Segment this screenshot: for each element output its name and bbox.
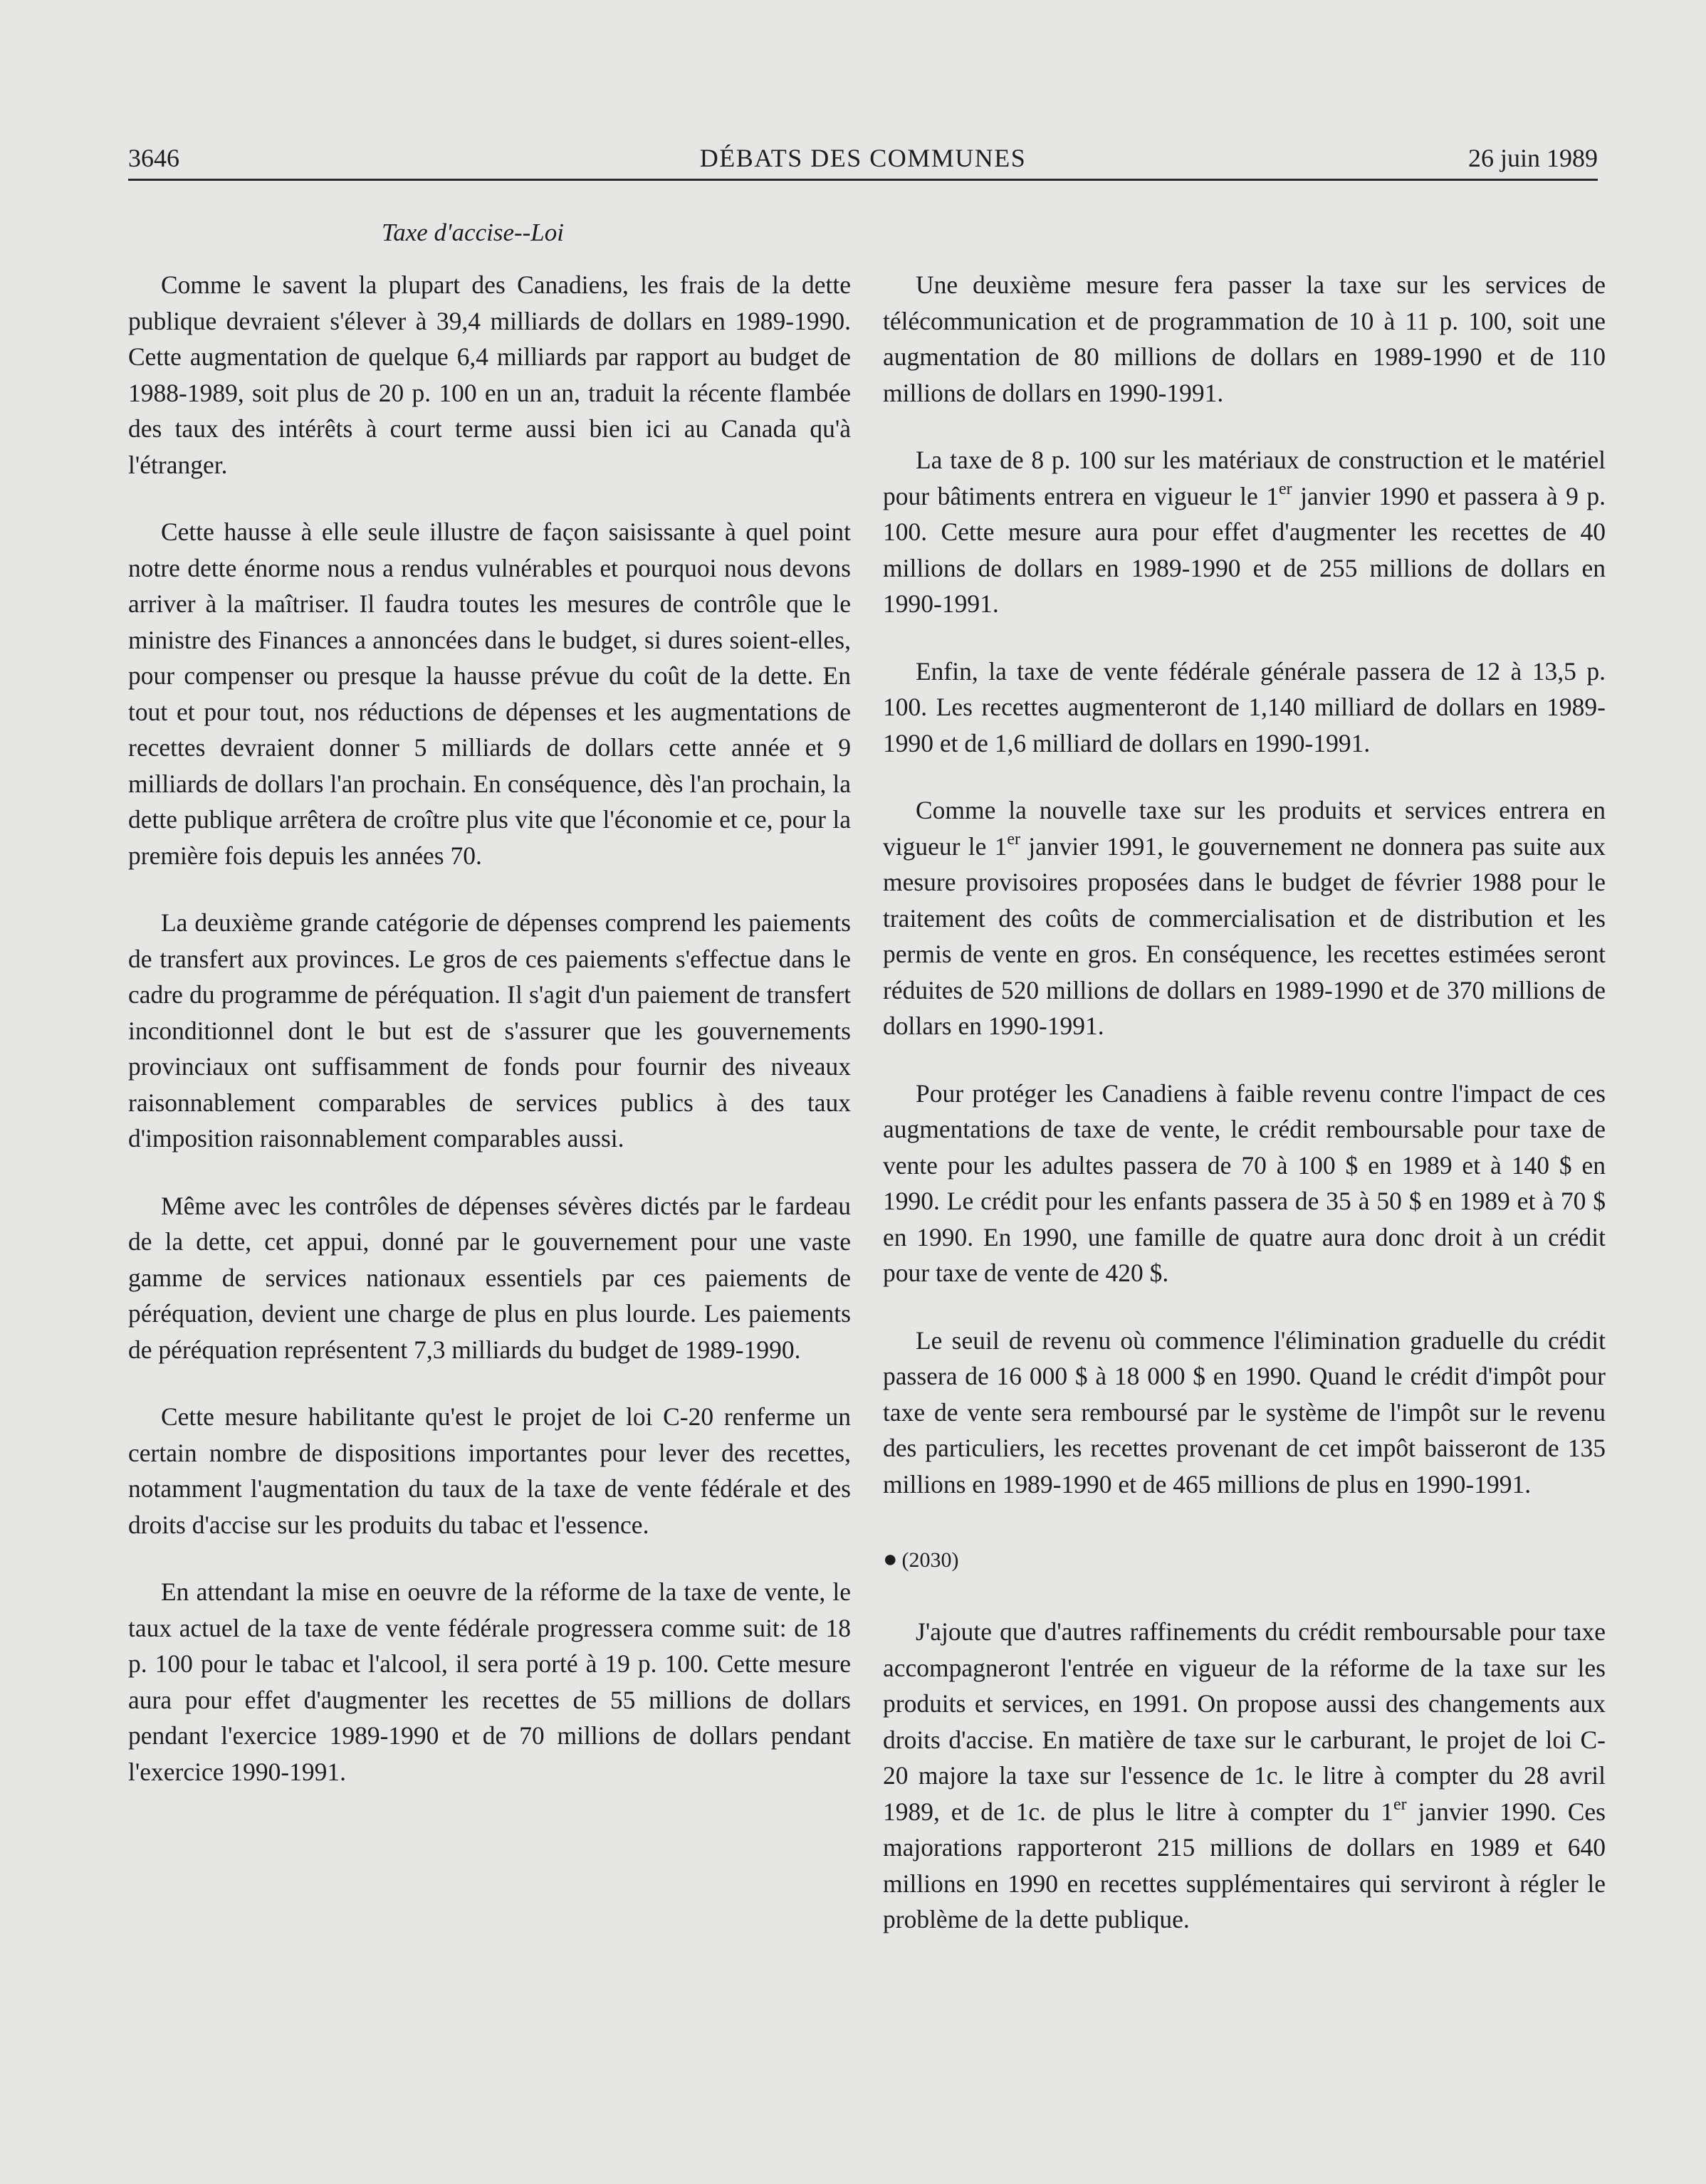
paragraph: Une deuxième mesure fera passer la taxe sur les services de télécommunication et de programmation de 10 à 11 p. 100, soit une augmentation de 80 millions de dollars en 1989-1990 et de 110 millions de dollars en 1990-1991. <box>883 271 1606 407</box>
paragraph-text: La taxe de 8 p. 100 sur les matériaux de construction et le matériel pour bâtiments entrera en vigueur le 1 <box>883 446 1606 510</box>
paragraph: Le seuil de revenu où commence l'élimination graduelle du crédit passera de 16 000 $ à 18 000 $ en 1990. Quand le crédit d'impôt pour taxe de vente sera remboursé par le système de l'impôt sur le revenu des particuliers, les recettes provenant de cet impôt baisseront de 135 millions en 1989-1990 et de 465 millions de plus en 1990-1991. <box>883 1325 1606 1498</box>
time-marker <box>883 1542 1606 1578</box>
paragraph <box>883 792 1606 1044</box>
superscript: er <box>1393 1795 1407 1814</box>
paragraph <box>883 1614 1606 1938</box>
paragraph <box>883 442 1606 622</box>
paragraph-text: janvier 1990. Ces majorations rapporteront 215 millions de dollars en 1989 et 640 millions en 1990 en recettes supplémentaires qui serviront à régler le problème de la dette publique. <box>883 1797 1606 1933</box>
paragraph: Comme le savent la plupart des Canadiens, les frais de la dette publique devraient s'élever à 39,4 milliards de dollars en 1989-1990. Cette augmentation de quelque 6,4 milliards par rapport au budget de 1988-1989, soit plus de 20 p. 100 en un an, traduit la récente flambée des taux des intérêts à court terme aussi bien ici au Canada qu'à l'étranger. <box>128 271 851 479</box>
paragraph: Cette hausse à elle seule illustre de façon saisissante à quel point notre dette énorme nous a rendus vulnérables et pourquoi nous devons arriver à la maîtriser. Il faudra toutes les mesures de contrôle que le ministre des Finances a annoncées dans le budget, si dures soient-elles, pour compenser ou presque la hausse prévue du coût de la dette. En tout et pour tout, nos réductions de dépenses et les augmentations de recettes devraient donner 5 milliards de dollars cette année et 9 milliards de dollars l'an prochain. En conséquence, dès l'an prochain, la dette publique arrêtera de croître plus vite que l'économie et ce, pour la première fois depuis les années 70. <box>128 518 851 870</box>
paragraph: Même avec les contrôles de dépenses sévères dictés par le fardeau de la dette, cet appui, donné par le gouvernement pour une vaste gamme de services nationaux essentiels par ces paiements de péréquation, devient une charge de plus en plus lourde. Les paiements de péréquation représentent 7,3 milliards du budget de 1989-1990. <box>128 1191 851 1364</box>
right-column <box>883 267 1606 1969</box>
paragraph: Pour protéger les Canadiens à faible revenu contre l'impact de ces augmentations de taxe de vente, le crédit remboursable pour taxe de vente pour les adultes passera de 70 à 100 $ en 1989 et à 140 $ en 1990. Le crédit pour les enfants passera de 35 à 50 $ en 1989 et à 70 $ en 1990. En 1990, une famille de quatre aura donc droit à un crédit pour taxe de vente de 420 $. <box>883 1078 1606 1287</box>
paragraph: La deuxième grande catégorie de dépenses comprend les paiements de transfert aux provinces. Le gros de ces paiements s'effectue dans le cadre du programme de péréquation. Il s'agit d'un paiement de transfert inconditionnel dont le but est de s'assurer que les gouvernements provinciaux ont suffisamment de fonds pour fournir des niveaux raisonnablement comparables de services publics à des taux d'imposition raisonnablement comparables aussi. <box>128 908 851 1153</box>
header-rule <box>128 179 1598 181</box>
paragraph: Cette mesure habilitante qu'est le projet de loi C-20 renferme un certain nombre de dispositions importantes pour lever des recettes, notamment l'augmentation du taux de la taxe de vente fédérale et des droits d'accise sur les produits du tabac et l'essence. <box>128 1402 851 1539</box>
paragraph: En attendant la mise en oeuvre de la réforme de la taxe de vente, le taux actuel de la taxe de vente fédérale progressera comme suit: de 18 p. 100 pour le tabac et l'alcool, il sera porté à 19 p. 100. Cette mesure aura pour effet d'augmenter les recettes de 55 millions de dollars pendant l'exercice 1989-1990 et de 70 millions de dollars pendant l'exercice 1990-1991. <box>128 1577 851 1786</box>
section-heading: Taxe d'accise--Loi <box>381 219 564 246</box>
paragraph-text: janvier 1991, le gouvernement ne donnera pas suite aux mesure provisoires proposées dans le budget de février 1988 pour le traitement des coûts de commercialisation et de distribution et les permis de vente en gros. En conséquence, les recettes estimées seront réduites de 520 millions de dollars en 1989-1990 et de 370 millions de dollars en 1990-1991. <box>883 831 1606 1040</box>
superscript: er <box>1007 829 1021 849</box>
paragraph-text: J'ajoute que d'autres raffinements du crédit remboursable pour taxe accompagneront l'entrée en vigueur de la réforme de la taxe sur les produits et services, en 1991. On propose aussi des changements aux droits d'accise. En matière de taxe sur le carburant, le projet de loi C-20 majore la taxe sur l'essence de 1c. le litre à compter du 28 avril 1989, et de 1c. de plus le litre à compter du 1 <box>883 1617 1606 1826</box>
paragraph: Enfin, la taxe de vente fédérale générale passera de 12 à 13,5 p. 100. Les recettes augmenteront de 1,140 milliard de dollars en 1989-1990 et de 1,6 milliard de dollars en 1990-1991. <box>883 656 1606 757</box>
paragraph-text: janvier 1990 et passera à 9 p. 100. Cette mesure aura pour effet d'augmenter les recettes de 40 millions de dollars en 1989-1990 et de 255 millions de dollars en 1990-1991. <box>883 481 1606 618</box>
page-number: 3646 <box>128 144 179 172</box>
bullet-icon: ● <box>883 1546 898 1573</box>
publication-title: DÉBATS DES COMMUNES <box>699 144 1027 172</box>
paragraph-text: Comme la nouvelle taxe sur les produits et services entrera en vigueur le 1 <box>883 796 1606 861</box>
page-header <box>128 138 1598 178</box>
left-column <box>128 267 851 1821</box>
publication-date: 26 juin 1989 <box>1467 144 1598 172</box>
superscript: er <box>1279 479 1292 498</box>
time-marker-text: (2030) <box>901 1548 959 1572</box>
